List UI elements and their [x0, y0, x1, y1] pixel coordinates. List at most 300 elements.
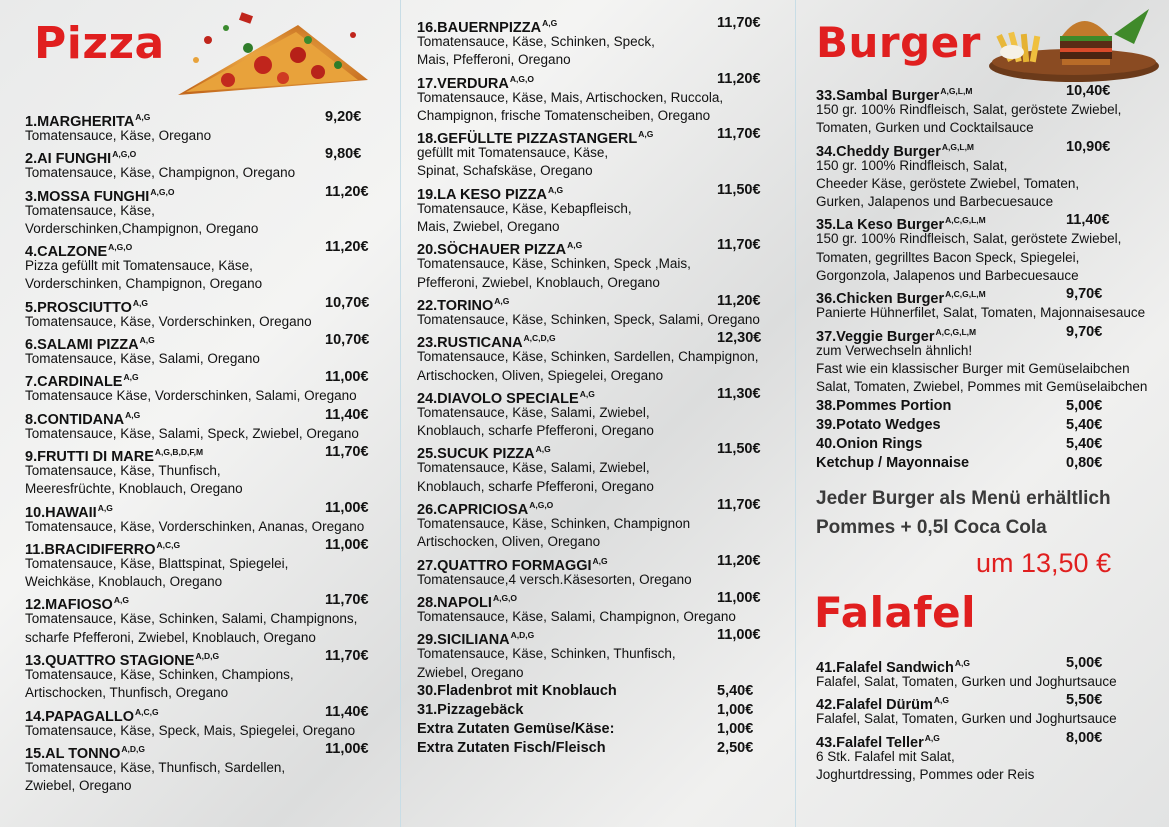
menu-item [25, 740, 385, 796]
pizza-column [0, 0, 400, 827]
menu-item-name [25, 591, 129, 615]
menu-item-name [25, 294, 148, 318]
menu-item-name [25, 536, 180, 560]
menu-item-price: 10,70€ [325, 294, 370, 311]
menu-item-description: Tomatensauce, Käse, [25, 202, 155, 218]
menu-item-header [417, 552, 777, 574]
menu-item-description: Falafel, Salat, Tomaten, Gurken und Joghurtsauce [816, 674, 1117, 689]
menu-item [417, 385, 777, 441]
menu-item [816, 323, 1164, 397]
menu-item-price: 11,50€ [717, 441, 761, 458]
allergen-codes: A,G,O [112, 149, 137, 160]
menu-item-header [25, 145, 385, 168]
menu-item-header [417, 14, 777, 36]
menu-item-description: 6 Stk. Falafel mit Salat, [816, 748, 955, 764]
menu-item-name-text: 3.MOSSA FUNGHI [25, 188, 150, 205]
menu-item-header [816, 435, 1164, 454]
menu-item-name-text: 20.SÖCHAUER PIZZA [417, 242, 567, 259]
menu-item-name-text: 40.Onion Rings [816, 435, 923, 452]
menu-item-name [25, 145, 136, 169]
menu-item-header [816, 138, 1164, 160]
menu-item-price: 11,00€ [325, 536, 369, 553]
menu-item-name [417, 236, 582, 260]
menu-item-description: Tomatensauce,4 versch.Käsesorten, Oregano [417, 571, 692, 587]
menu-item-name-text: 13.QUATTRO STAGIONE [25, 653, 195, 670]
menu-item-header [816, 323, 1164, 345]
menu-item-header [816, 285, 1164, 308]
menu-item-name-text: 35.La Keso Burger [816, 217, 945, 234]
menu-item-description: Tomatensauce, Käse, Oregano [25, 128, 212, 143]
menu-item-header [417, 701, 777, 720]
menu-item-description: Fast wie ein klassischer Burger mit Gemüselaibchen [816, 360, 1130, 376]
menu-item [417, 181, 777, 237]
burger-list [816, 82, 1164, 473]
menu-item-price: 11,70€ [717, 15, 761, 31]
allergen-codes: A,G [933, 695, 949, 706]
menu-item-name-text: 23.RUSTICANA [417, 335, 523, 352]
menu-item-description: Vorderschinken,Champignon, Oregano [25, 220, 259, 236]
menu-item-name [417, 682, 617, 701]
menu-item-name [417, 626, 534, 650]
menu-item-description: Weichkäse, Knoblauch, Oregano [25, 574, 223, 590]
menu-item-name-text: 8.CONTIDANA [25, 411, 125, 428]
menu-item-description: Tomatensauce, Käse, Vorderschinken, Ananas, Oregano [25, 518, 365, 534]
allergen-codes: A,G [113, 595, 129, 606]
menu-item-price: 5,40€ [1066, 416, 1103, 433]
menu-item-name-text: 38.Pommes Portion [816, 397, 952, 414]
menu-item-name-text: 5.PROSCIUTTO [25, 299, 132, 316]
menu-item-header [417, 329, 777, 352]
burger-falafel-column [796, 0, 1169, 827]
menu-item-name-text: 22.TORINO [417, 297, 494, 314]
menu-item-description: Tomaten, gegrilltes Bacon Speck, Spiegelei, [816, 249, 1080, 265]
menu-item [25, 443, 385, 499]
menu-item-description: Zwiebel, Oregano [25, 778, 132, 794]
menu-item-description: Tomatensauce, Käse, Salami, Zwiebel, [417, 404, 650, 420]
menu-item-header [25, 108, 385, 130]
menu-item-header [25, 238, 385, 261]
menu-item-description: Tomatensauce, Käse, Champignon, Oregano [25, 165, 296, 181]
menu-item-name-text: 30.Fladenbrot mit Knoblauch [417, 682, 617, 699]
menu-item [25, 108, 385, 145]
menu-item-price: 11,20€ [325, 183, 369, 200]
menu-item-description: Pizza gefüllt mit Tomatensauce, Käse, [25, 258, 253, 274]
menu-item-name-text: 19.LA KESO PIZZA [417, 186, 547, 203]
menu-item-name-text: 2.AI FUNGHI [25, 151, 112, 168]
menu-item-price: 5,40€ [1066, 435, 1103, 452]
menu-item-name-text: 17.VERDURA [417, 75, 509, 92]
menu-item-description: Mais, Pfefferoni, Oregano [417, 52, 571, 68]
menu-item-name [25, 499, 113, 523]
menu-item-description: Gurken, Jalapenos und Barbecuesauce [816, 194, 1054, 210]
menu-item-header [816, 82, 1164, 104]
allergen-codes: A,G [535, 444, 551, 455]
menu-item-name-text: 36.Chicken Burger [816, 291, 945, 308]
menu-item [816, 82, 1164, 138]
menu-item-price: 10,40€ [1066, 83, 1111, 99]
menu-item-name-text: 15.AL TONNO [25, 745, 121, 762]
menu-item-price: 11,20€ [717, 70, 761, 87]
menu-item-price: 11,20€ [717, 292, 761, 309]
menu-item-header [417, 739, 777, 758]
menu-item-header [25, 294, 385, 316]
menu-item-description: Tomatensauce, Käse, Speck, Mais, Spiegelei, Oregano [25, 722, 356, 738]
menu-item [417, 14, 777, 70]
menu-item-price: 11,00€ [325, 499, 369, 516]
menu-item-name [816, 211, 986, 235]
menu-item-name [417, 181, 563, 205]
menu-item-price: 11,70€ [325, 648, 369, 665]
menu-item-name [417, 720, 614, 739]
menu-item-name [816, 691, 949, 715]
menu-item-price: 9,20€ [325, 109, 362, 125]
menu-item-description: Gorgonzola, Jalapenos und Barbecuesauce [816, 268, 1079, 284]
menu-item-description: gefüllt mit Tomatensauce, Käse, [417, 145, 609, 161]
menu-item-name [25, 406, 140, 430]
menu-item-description: Tomatensauce, Käse, Schinken, Speck ,Mais, [417, 256, 691, 272]
menu-item-description: Meeresfrüchte, Knoblauch, Oregano [25, 481, 243, 497]
menu-item-name [25, 740, 145, 764]
menu-item-price: 10,90€ [1066, 138, 1111, 155]
menu-item-name-text: 4.CALZONE [25, 244, 108, 261]
menu-item-name-text: 29.SICILIANA [417, 632, 510, 649]
menu-item-header [25, 536, 385, 558]
allergen-codes: A,G [123, 372, 139, 383]
menu-item-description: Zwiebel, Oregano [417, 664, 524, 680]
menu-item [816, 416, 1164, 435]
menu-item-description: Tomatensauce, Käse, Kebapfleisch, [417, 200, 632, 216]
menu-item-description: Artischocken, Thunfisch, Oregano [25, 685, 229, 701]
menu-item [417, 440, 777, 496]
menu-item-description: Tomatensauce, Käse, Schinken, Speck, [417, 34, 655, 49]
allergen-codes: A,G [592, 555, 608, 566]
pizza-title: Pizza [34, 18, 165, 69]
menu-item-description: Tomatensauce, Käse, Salami, Champignon, Oregano [417, 608, 736, 624]
menu-item-name [25, 647, 219, 671]
menu-item-name [25, 238, 132, 262]
allergen-codes: A,G [135, 112, 151, 122]
menu-item-description: Tomatensauce, Käse, Salami, Oregano [25, 351, 260, 367]
menu-item-price: 11,30€ [717, 385, 761, 402]
menu-item [816, 729, 1164, 785]
allergen-codes: A,G,O [492, 592, 518, 603]
menu-item-name [816, 454, 969, 473]
burger-image [984, 4, 1159, 84]
menu-item-price: 11,20€ [325, 239, 369, 256]
menu-item [417, 292, 777, 329]
menu-item-name-text: 11.BRACIDIFERRO [25, 541, 156, 558]
menu-item-name-text: 14.PAPAGALLO [25, 708, 135, 725]
menu-item [816, 138, 1164, 212]
menu-item-description: Tomatensauce, Käse, Thunfisch, [25, 462, 221, 478]
promo-line-2: Pommes + 0,5l Coca Cola [816, 517, 1047, 538]
menu-item-price: 9,70€ [1066, 286, 1103, 303]
menu-item-header [25, 740, 385, 762]
menu-item [417, 552, 777, 589]
menu-item-name [816, 397, 951, 416]
allergen-codes: A,G,O [509, 73, 534, 84]
menu-item-header [417, 682, 777, 701]
allergen-codes: A,G,L,M [940, 86, 973, 96]
menu-item-description: Tomatensauce, Käse, Schinken, Champions, [25, 667, 294, 683]
menu-item [417, 496, 777, 552]
menu-item-description: Cheeder Käse, geröstete Zwiebel, Tomaten, [816, 175, 1080, 191]
menu-item-name-text: Extra Zutaten Gemüse/Käse: [417, 720, 615, 737]
menu-item-name [417, 385, 595, 409]
menu-item [816, 211, 1164, 285]
menu-item-name-text: 39.Potato Wedges [816, 416, 941, 433]
menu-item-name [816, 654, 970, 678]
menu-item [417, 682, 777, 701]
menu-item-name [816, 729, 940, 753]
menu-item [417, 720, 777, 739]
allergen-codes: A,C,G [135, 706, 159, 717]
promo-line-1: Jeder Burger als Menü erhältlich [816, 488, 1111, 509]
menu-item-price: 2,50€ [717, 739, 754, 756]
menu-item [25, 536, 385, 592]
menu-item-price: 11,40€ [325, 703, 369, 720]
menu-item-name [417, 552, 608, 576]
allergen-codes: A,G,O [150, 186, 175, 197]
allergen-codes: A,G [567, 240, 583, 251]
menu-item-name-text: 37.Veggie Burger [816, 328, 935, 345]
menu-item-header [417, 70, 777, 92]
menu-item-header [816, 654, 1164, 676]
menu-item-header [417, 292, 777, 314]
menu-item-name-text: 12.MAFIOSO [25, 597, 113, 614]
menu-item-header [417, 440, 777, 463]
allergen-codes: A,G,B,D,F,M [154, 446, 204, 457]
menu-item-description: Tomatensauce, Käse, Schinken, Salami, Champignons, [25, 611, 358, 627]
menu-item-price: 11,50€ [717, 181, 761, 198]
menu-item-name-text: 25.SUCUK PIZZA [417, 446, 535, 463]
menu-item-price: 11,70€ [325, 443, 369, 460]
menu-item-name [417, 70, 534, 94]
menu-item [816, 285, 1164, 322]
menu-item-name [816, 435, 922, 454]
menu-item-price: 5,00€ [1066, 397, 1103, 414]
menu-item-name-text: 7.CARDINALE [25, 374, 123, 391]
menu-item-header [816, 211, 1164, 234]
menu-item-header [816, 397, 1164, 416]
menu-item-description: Spinat, Schafskäse, Oregano [417, 163, 593, 179]
menu-item-name-text: 6.SALAMI PIZZA [25, 337, 139, 354]
menu-item-name [25, 183, 174, 207]
menu-item-description: Panierte Hühnerfilet, Salat, Tomaten, Majonnaisesauce [816, 305, 1146, 321]
menu-item-price: 11,70€ [717, 126, 761, 143]
menu-item [417, 739, 777, 758]
menu-item [417, 70, 777, 126]
menu-item-description: 150 gr. 100% Rindfleisch, Salat, [816, 157, 1008, 173]
menu-item-price: 9,70€ [1066, 323, 1103, 340]
menu-item-name [25, 703, 159, 727]
menu-item [417, 589, 777, 626]
menu-item-name [816, 416, 941, 435]
menu-item-header [417, 236, 777, 259]
menu-item-name [816, 285, 986, 309]
menu-item-description: Knoblauch, scharfe Pfefferoni, Oregano [417, 478, 654, 494]
menu-item [417, 329, 777, 385]
menu-item-description: Mais, Zwiebel, Oregano [417, 219, 560, 235]
menu-item-name-text: 33.Sambal Burger [816, 88, 940, 104]
menu-item-description: Tomaten, Gurken und Cocktailsauce [816, 120, 1034, 136]
menu-item-description: Champignon, frische Tomatenscheiben, Oregano [417, 107, 711, 123]
menu-item-name-text: Ketchup / Mayonnaise [816, 454, 970, 471]
menu-item [25, 368, 385, 405]
menu-item [25, 591, 385, 647]
menu-item-description: Knoblauch, scharfe Pfefferoni, Oregano [417, 423, 654, 439]
menu-item-price: 11,20€ [717, 552, 761, 569]
menu-item [25, 145, 385, 182]
menu-item-header [25, 331, 385, 354]
menu-item-description: Tomatensauce, Käse, Schinken, Speck, Salami, Oregano [417, 311, 760, 327]
allergen-codes: A,G [954, 658, 970, 668]
menu-item-price: 10,70€ [325, 332, 370, 349]
menu-item [25, 703, 385, 740]
allergen-codes: A,G,O [108, 242, 133, 253]
allergen-codes: A,G,O [529, 500, 554, 511]
menu-item [417, 125, 777, 181]
menu-item [816, 654, 1164, 691]
menu-item-price: 12,30€ [717, 330, 762, 347]
menu-item-name-text: 24.DIAVOLO SPECIALE [417, 390, 579, 407]
menu-item-description: Salat, Tomaten, Zwiebel, Pommes mit Gemüselaibchen [816, 379, 1148, 395]
menu-item [25, 183, 385, 239]
menu-item-price: 5,40€ [717, 682, 754, 699]
menu-item-name [417, 14, 557, 38]
menu-item-name [25, 108, 150, 132]
menu-item-header [417, 125, 777, 148]
menu-item-name [25, 368, 139, 392]
menu-item [25, 406, 385, 443]
allergen-codes: A,G [547, 184, 564, 195]
burger-title: Burger [816, 18, 981, 67]
menu-item [417, 626, 777, 682]
menu-item-description: Tomatensauce, Käse, Schinken, Sardellen, Champignon, [417, 349, 759, 365]
menu-item [816, 691, 1164, 728]
pizza-column-2 [400, 0, 796, 827]
menu-item-price: 0,80€ [1066, 454, 1103, 471]
menu-item-name [816, 138, 974, 162]
menu-item-description: Tomatensauce, Käse, Mais, Artischocken, Ruccola, [417, 89, 724, 105]
menu-item-price: 11,70€ [717, 497, 761, 514]
menu-item [25, 294, 385, 331]
allergen-codes: A,C,G,L,M [935, 326, 977, 337]
pizza-list-1 [25, 108, 385, 796]
menu-item-name-text: 43.Falafel Teller [816, 734, 924, 751]
allergen-codes: A,G [125, 409, 141, 420]
menu-item-name-text: 31.Pizzagebäck [417, 701, 524, 718]
pizza-slice-image [168, 10, 383, 110]
menu-item-name [417, 125, 653, 149]
menu-item-header [816, 454, 1164, 473]
menu-item-name-text: Extra Zutaten Fisch/Fleisch [417, 739, 606, 756]
menu-item-description: 150 gr. 100% Rindfleisch, Salat, geröstete Zwiebel, [816, 102, 1122, 117]
menu-item-name [417, 701, 523, 720]
allergen-codes: A,G [97, 502, 113, 513]
allergen-codes: A,G [638, 129, 654, 140]
menu-item-header [25, 183, 385, 205]
menu-item-header [816, 416, 1164, 435]
menu-item [417, 701, 777, 720]
allergen-codes: A,C,G,L,M [945, 215, 986, 226]
allergen-codes: A,C,D,G [523, 333, 556, 344]
menu-item-price: 5,50€ [1066, 692, 1103, 709]
menu-item-description: Tomatensauce, Käse, Schinken, Champignon [417, 516, 691, 532]
menu-item [25, 331, 385, 368]
menu-item [816, 397, 1164, 416]
menu-item-name-text: 9.FRUTTI DI MARE [25, 448, 154, 465]
allergen-codes: A,G,L,M [941, 141, 975, 152]
menu-item-name [417, 739, 606, 758]
menu-item-name [816, 82, 972, 106]
menu-item-name-text: 16.BAUERNPIZZA [417, 20, 542, 36]
menu-item-header [25, 499, 385, 521]
menu-item-price: 11,40€ [325, 406, 369, 423]
allergen-codes: A,G [542, 18, 558, 28]
menu-item [816, 435, 1164, 454]
menu-item-description: Pfefferoni, Zwiebel, Knoblauch, Oregano [417, 274, 660, 290]
menu-item-price: 11,40€ [1066, 212, 1110, 229]
menu-item-price: 11,00€ [325, 740, 369, 757]
menu-item-price: 11,70€ [717, 237, 761, 254]
menu-item-price: 8,00€ [1066, 729, 1103, 746]
menu-item-header [816, 691, 1164, 714]
menu-item-header [417, 385, 777, 407]
menu-item-header [417, 496, 777, 519]
menu-item-description: Vorderschinken, Champignon, Oregano [25, 276, 263, 292]
menu-item-price: 1,00€ [717, 720, 754, 737]
promo-price: um 13,50 € [976, 548, 1112, 578]
menu-item-name-text: 28.NAPOLI [417, 594, 492, 611]
menu-item-name [816, 323, 976, 347]
pizza-list-2 [417, 14, 777, 758]
menu-item-header [25, 703, 385, 725]
menu-item-name [417, 496, 553, 520]
menu-item-name-text: 42.Falafel Dürüm [816, 697, 933, 714]
allergen-codes: A,C,G [156, 539, 181, 550]
menu-item-description: Tomatensauce, Käse, Salami, Zwiebel, [417, 460, 650, 476]
menu-item [25, 238, 385, 294]
menu-item-description: Tomatensauce Käse, Vorderschinken, Salami, Oregano [25, 388, 357, 404]
menu-item-description: Tomatensauce, Käse, Blattspinat, Spiegelei, [25, 555, 289, 571]
menu-item-header [25, 368, 385, 391]
menu-item-price: 5,00€ [1066, 655, 1103, 671]
menu-item-name [417, 589, 517, 613]
menu-item-name [25, 331, 155, 355]
menu-item-name-text: 10.HAWAII [25, 504, 97, 521]
menu-item-description: Artischocken, Oliven, Spiegelei, Oregano [417, 367, 664, 383]
menu-item-description: Joghurtdressing, Pommes oder Reis [816, 766, 1035, 782]
allergen-codes: A,G [494, 295, 510, 306]
menu-item-name-text: 26.CAPRICIOSA [417, 502, 529, 519]
menu-item-description: Tomatensauce, Käse, Schinken, Thunfisch, [417, 646, 676, 662]
allergen-codes: A,G [924, 732, 940, 743]
menu-item-name [417, 440, 551, 464]
allergen-codes: A,D,G [510, 630, 535, 641]
menu-item-header [816, 729, 1164, 751]
allergen-codes: A,C,G,L,M [945, 289, 986, 300]
menu-item-name [25, 443, 203, 467]
allergen-codes: A,G [139, 335, 155, 346]
menu-item-price: 1,00€ [717, 701, 754, 718]
menu-item [25, 647, 385, 703]
menu-item-name-text: 1.MARGHERITA [25, 114, 135, 130]
menu-item [816, 454, 1164, 473]
menu-item-description: Falafel, Salat, Tomaten, Gurken und Joghurtsauce [816, 711, 1117, 727]
falafel-list [816, 654, 1164, 784]
menu-item-name-text: 34.Cheddy Burger [816, 143, 941, 160]
